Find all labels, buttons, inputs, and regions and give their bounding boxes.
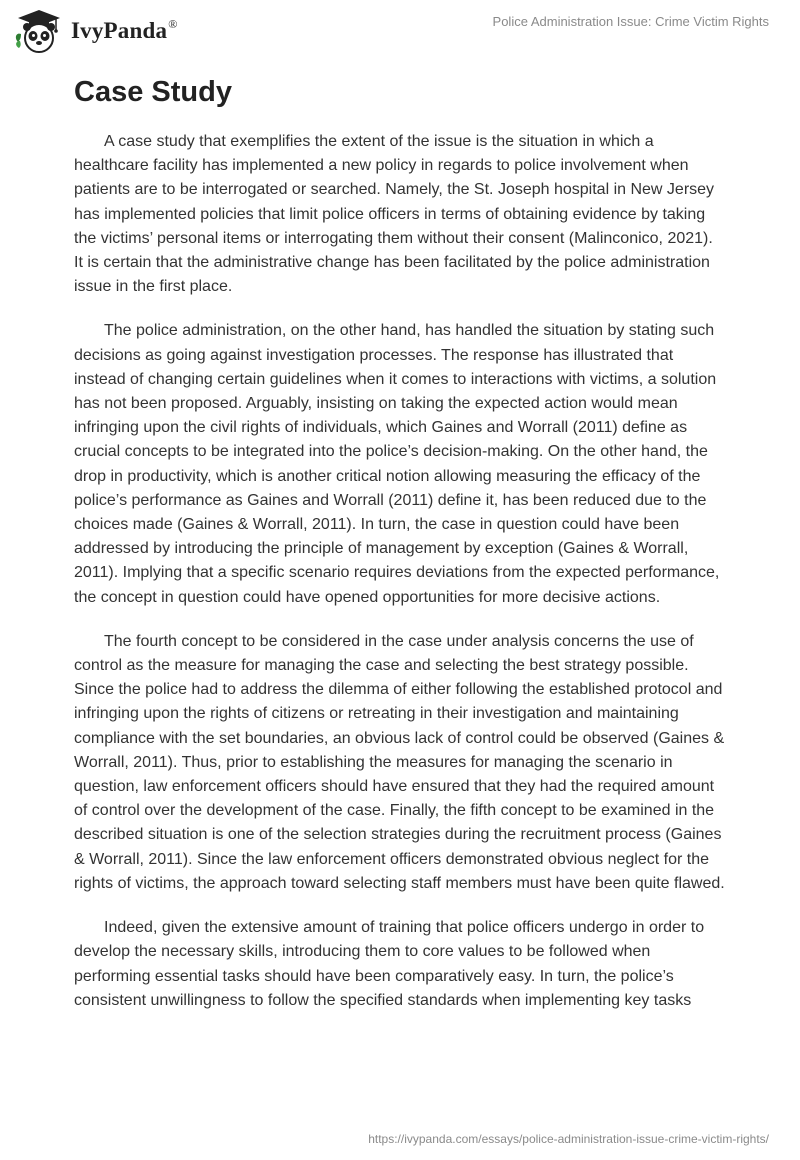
document-body (74, 74, 726, 1033)
brand-text: IvyPanda (71, 18, 168, 43)
panda-logo-icon (14, 8, 64, 54)
section-heading: Case Study (74, 76, 232, 108)
document-title: Police Administration Issue: Crime Victim Rights (492, 14, 769, 29)
registered-mark: ® (168, 17, 178, 31)
logo[interactable] (14, 8, 178, 54)
paragraph: Indeed, given the extensive amount of training that police officers undergo in order to develop the necessary skills, introducing them to core values to be followed when performing essential tasks should have been comparatively easy. In turn, the police’s consistent unwillingness to follow the specified standards when implementing key tasks (74, 919, 705, 1009)
page-header (0, 0, 800, 66)
brand-name (71, 18, 178, 44)
paragraph: The police administration, on the other hand, has handled the situation by stating such decisions as going against investigation processes. The response has illustrated that instead of changing certain guidelines when it comes to interactions with victims, a solution has not been proposed. Arguably, insisting on taking the expected action would mean infringing upon the civil rights of individuals, which Gaines and Worrall (2011) define as crucial concepts to be integrated into the police’s decision-making. On the other hand, the drop in productivity, which is another critical notion allowing measuring the efficacy of the police’s performance as Gaines and Worrall (2011) define it, has been reduced due to the choices made (Gaines & Worrall, 2011). In turn, the case in question could have been addressed by introducing the principle of management by exception (Gaines & Worrall, 2011). Implying that a specific scenario requires deviations from the expected performance, the concept in question could have opened opportunities for more decisive actions. (74, 322, 720, 606)
source-url-link[interactable]: https://ivypanda.com/essays/police-administration-issue-crime-victim-rights/ (368, 1132, 769, 1146)
paragraph: A case study that exemplifies the extent of the issue is the situation in which a healthcare facility has implemented a new policy in regards to police involvement when patients are to be interrogated or searched. Namely, the St. Joseph hospital in New Jersey has implemented policies that limit police officers in terms of obtaining evidence by taking the victims’ personal items or interrogating them without their consent (Malinconico, 2021). It is certain that the administrative change has been facilitated by the police administration issue in the first place. (74, 133, 715, 296)
paragraph: The fourth concept to be considered in the case under analysis concerns the use of control as the measure for managing the case and selecting the best strategy possible. Since the police had to address the dilemma of either following the established protocol and infringing upon the rights of citizens or retreating in their investigation and maintaining compliance with the set boundaries, an obvious lack of control could be observed (Gaines & Worrall, 2011). Thus, prior to establishing the measures for managing the scenario in question, law enforcement officers should have ensured that they had the required amount of control over the development of the case. Finally, the fifth concept to be examined in the described situation is one of the selection strategies during the recruitment process (Gaines & Worrall, 2011). Since the law enforcement officers demonstrated obvious neglect for the rights of victims, the approach toward selecting staff members must have been quite flawed. (74, 632, 725, 892)
